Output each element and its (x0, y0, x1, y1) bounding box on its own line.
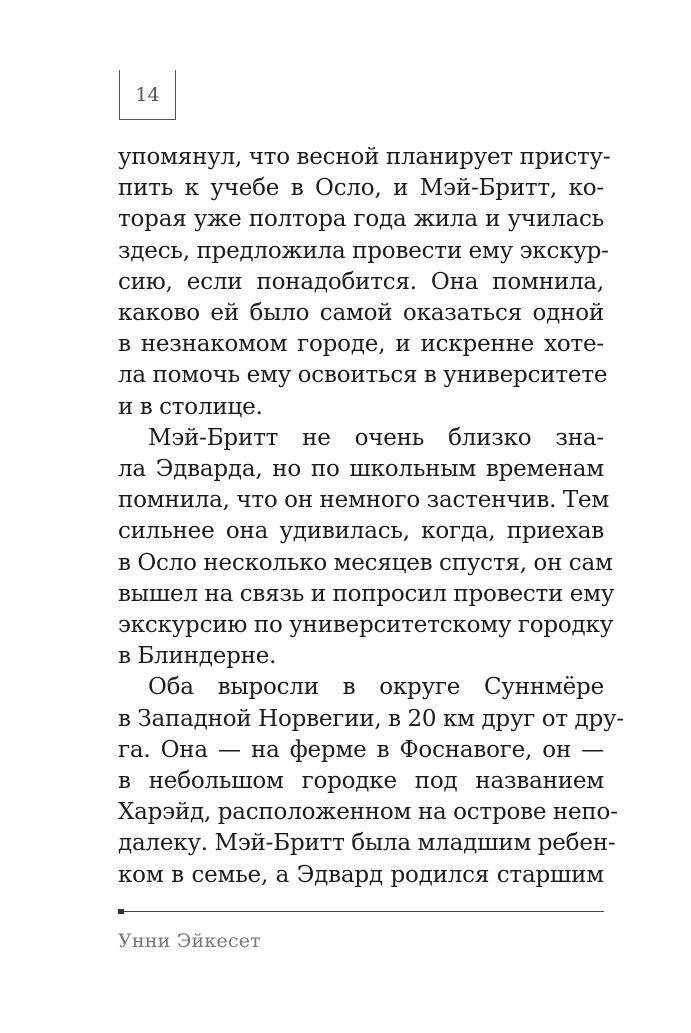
text-line: ла помочь ему освоиться в университете (118, 362, 608, 389)
text-line: торая уже полтора года жила и училась (118, 206, 604, 233)
text-line: в небольшом городке под названием (118, 768, 604, 795)
text-line: пить к учебе в Осло, и Мэй-Бритт, ко- (118, 175, 604, 202)
text-line: здесь, предложила провести ему экскур- (118, 237, 609, 264)
text-line: и в столице. (118, 393, 263, 420)
text-line: га. Она — на ферме в Фоснавоге, он — (118, 736, 604, 763)
text-line: сию, если понадобится. Она помнила, (118, 268, 604, 295)
text-line: вышел на связь и попросил провести ему (118, 580, 615, 607)
text-line: Оба выросли в округе Суннмёре (148, 674, 604, 701)
body-text (118, 142, 624, 891)
text-line: в незнакомом городе, и искренне хоте- (118, 331, 604, 358)
footer-rule (118, 909, 604, 913)
page-number (119, 70, 176, 120)
text-line: Харэйд, расположенном на острове непо- (118, 799, 618, 826)
text-line: сильнее она удивилась, когда, приехав (118, 518, 604, 545)
text-line: каково ей было самой оказаться одной (118, 300, 604, 327)
text-line: помнила, что он немного застенчив. Тем (118, 487, 610, 514)
text-line: Мэй-Бритт не очень близко зна- (148, 424, 604, 451)
author-name: Унни Эйкесет (118, 930, 261, 952)
text-line: далеку. Мэй-Бритт была младшим ребен- (118, 830, 616, 857)
text-line: ла Эдварда, но по школьным временам (118, 456, 604, 483)
text-line: в Западной Норвегии, в 20 км друг от дру- (118, 705, 624, 732)
footer-rule-line (124, 911, 604, 912)
text-line: в Осло несколько месяцев спустя, он сам (118, 549, 613, 576)
text-line: упомянул, что весной планирует присту- (118, 144, 611, 170)
text-line: экскурсию по университетскому городку (118, 612, 614, 639)
paragraph (118, 142, 611, 423)
text-line: в Блиндерне. (118, 643, 277, 670)
text-line: ком в семье, а Эдвард родился старшим (118, 861, 604, 888)
paragraph (118, 672, 624, 890)
paragraph (118, 423, 615, 673)
page-number-text: 14 (135, 83, 160, 106)
